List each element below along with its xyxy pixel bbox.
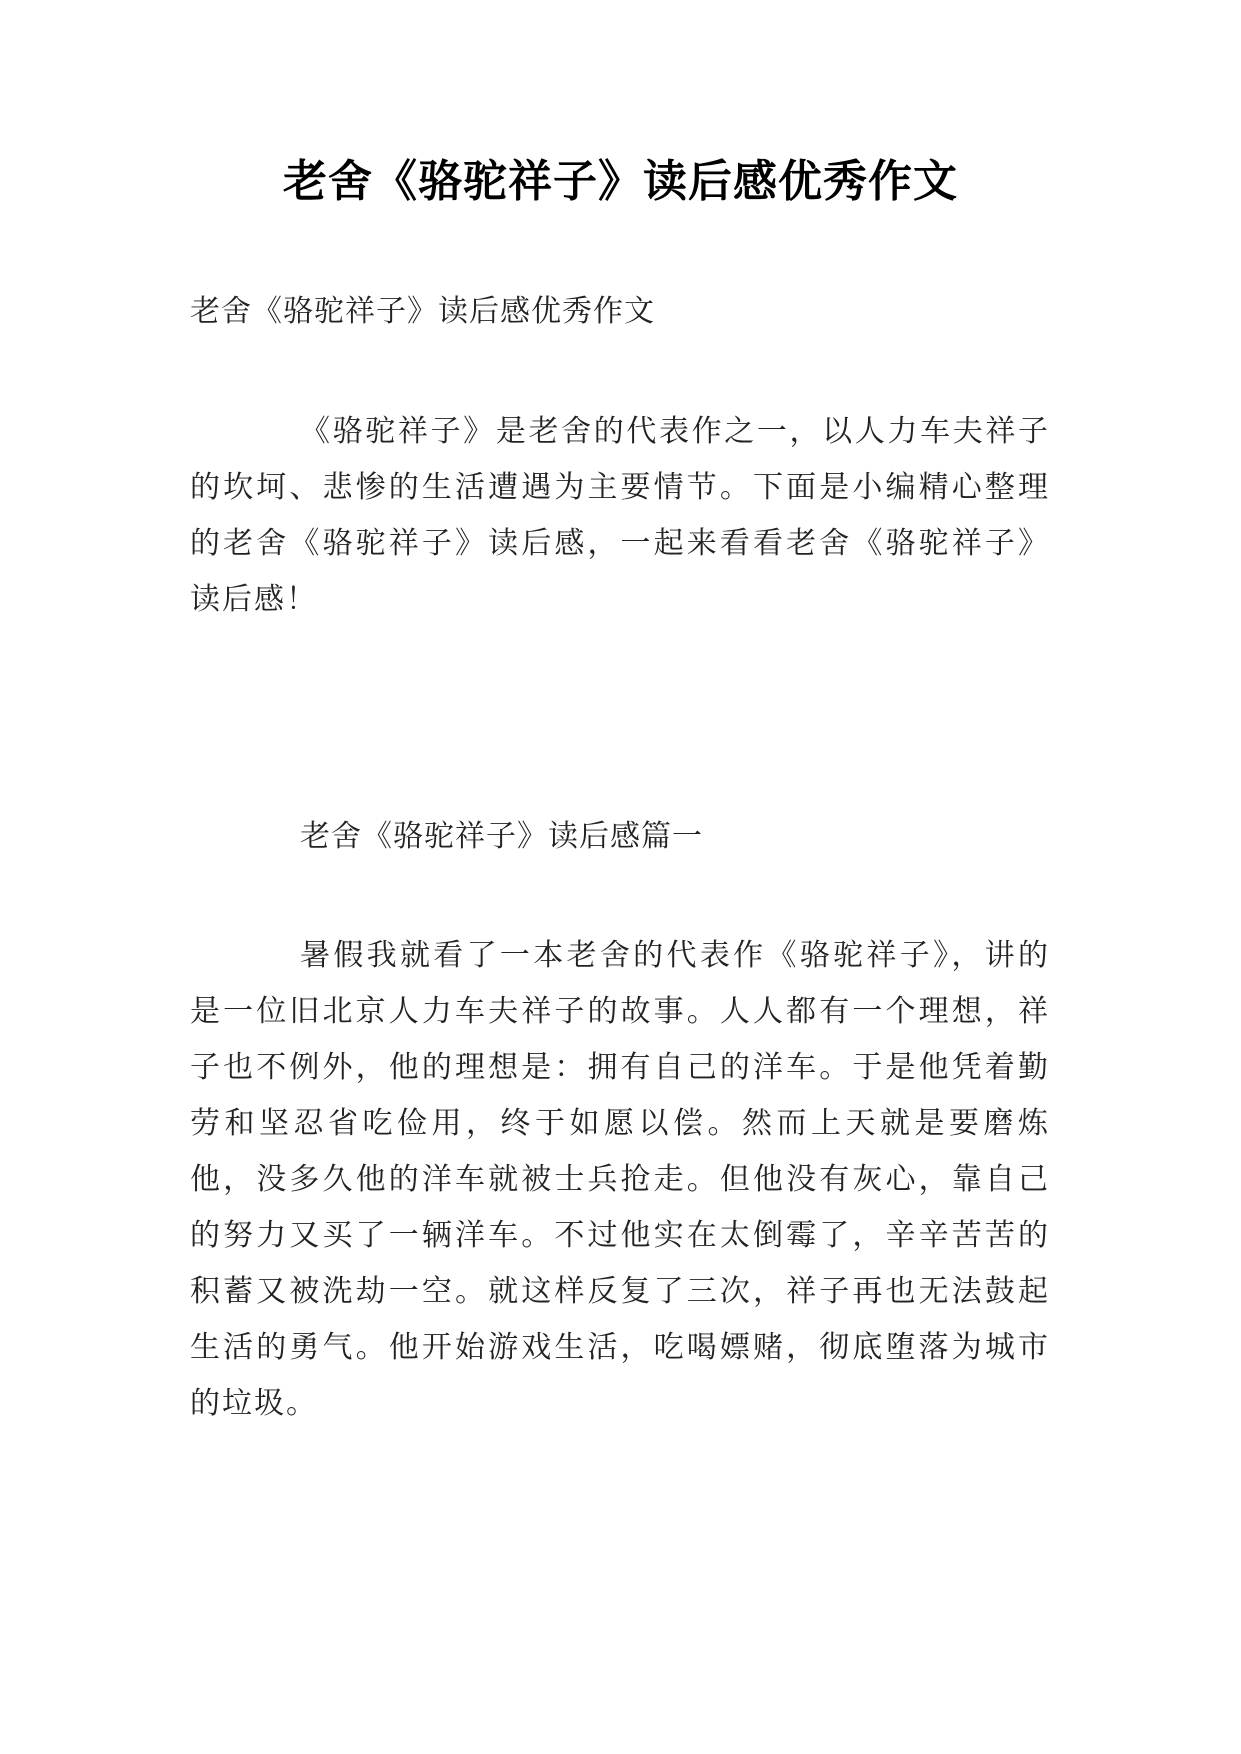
document-title: 老舍《骆驼祥子》读后感优秀作文: [283, 156, 958, 207]
section-paragraph: 暑假我就看了一本老舍的代表作《骆驼祥子》，讲的是一位旧北京人力车夫祥子的故事。人人都有一个理想，祥子也不例外，他的理想是：拥有自己的洋车。于是他凭着勤劳和坚忍省吃俭用，终于如愿以偿。然而上天就是要磨炼他，没多久他的洋车就被士兵抢走。但他没有灰心，靠自己的努力又买了一辆洋车。不过他实在太倒霉了，辛辛苦苦的积蓄又被洗劫一空。就这样反复了三次，祥子再也无法鼓起生活的勇气。他开始游戏生活，吃喝嫖赌，彻底堕落为城市的垃圾。: [190, 938, 1050, 1421]
document-subtitle: 老舍《骆驼祥子》读后感优秀作文: [190, 294, 655, 329]
section-heading: 老舍《骆驼祥子》读后感篇一: [300, 819, 703, 854]
intro-paragraph: 《骆驼祥子》是老舍的代表作之一，以人力车夫祥子的坎坷、悲惨的生活遭遇为主要情节。下面是小编精心整理的老舍《骆驼祥子》读后感，一起来看看老舍《骆驼祥子》读后感！: [190, 414, 1050, 617]
